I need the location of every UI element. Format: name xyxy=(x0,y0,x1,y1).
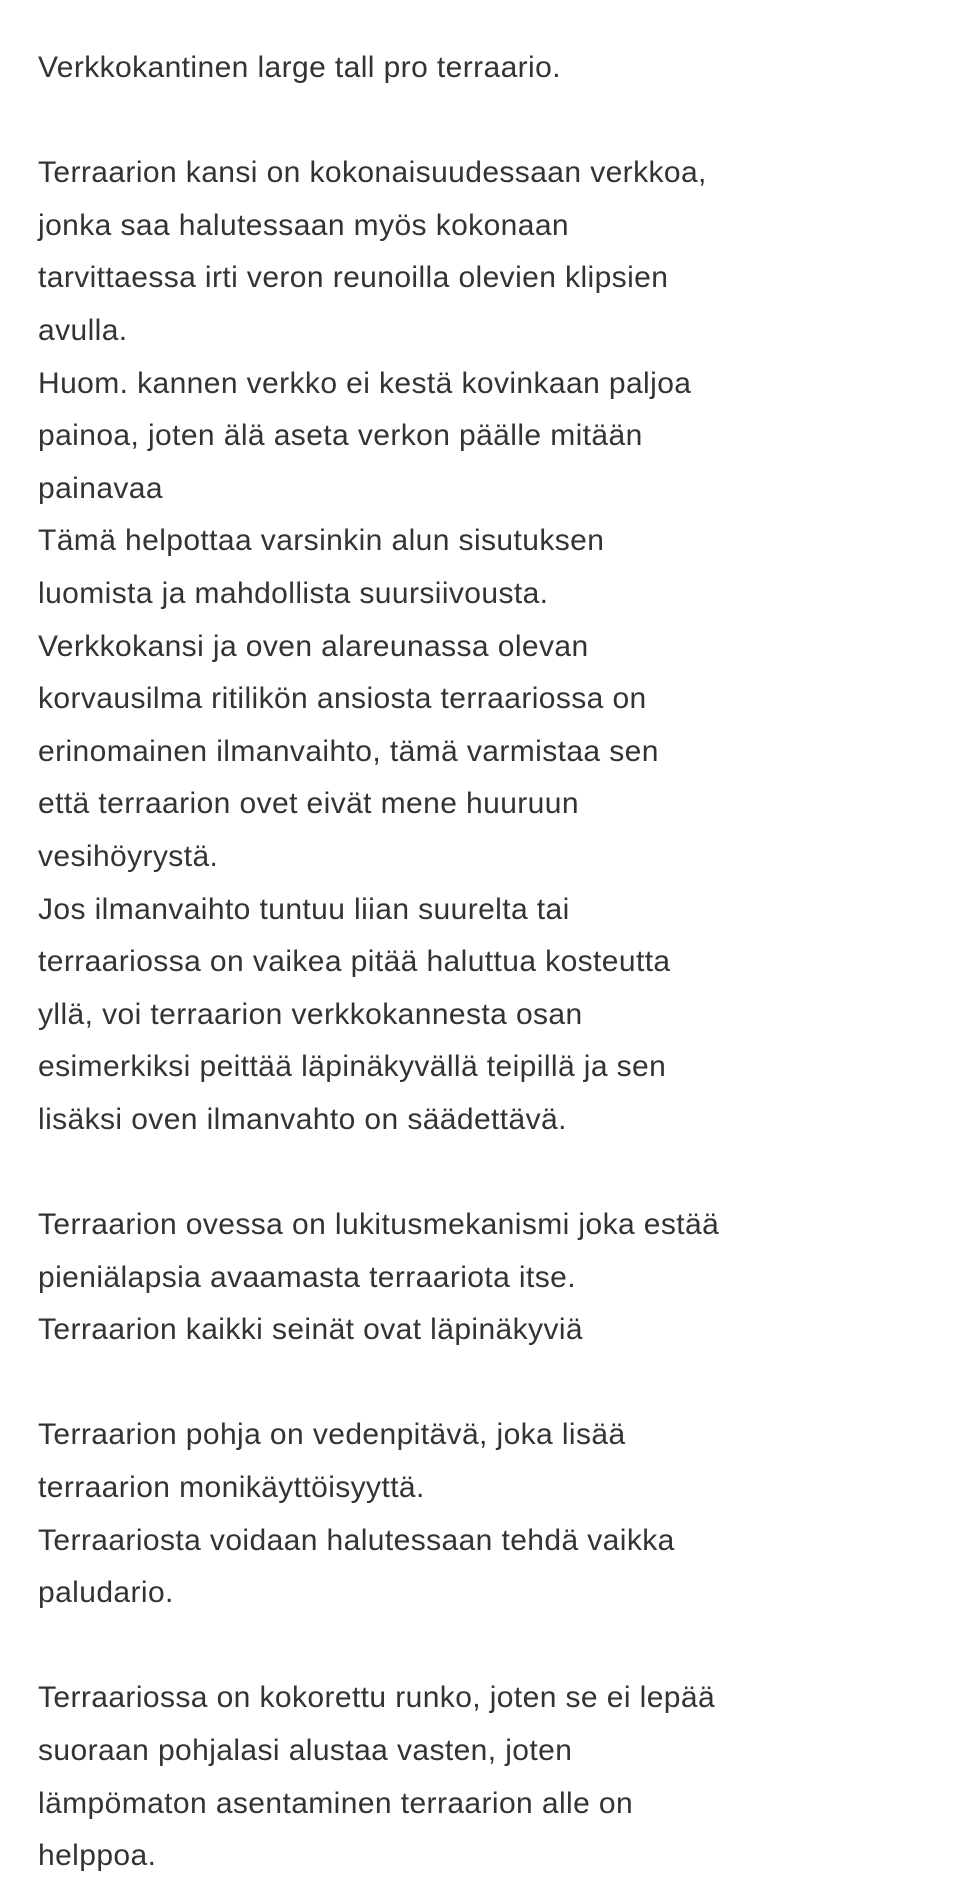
description-line: Terraarion kaikki seinät ovat läpinäkyviä xyxy=(38,1313,583,1347)
blank-line xyxy=(38,1620,940,1673)
description-line: lisäksi oven ilmanvahto on säädettävä. xyxy=(38,1102,567,1136)
description-line: Verkkokantinen large tall pro terraario. xyxy=(38,51,561,84)
description-line: Jos ilmanvaihto tuntuu liian suurelta tai xyxy=(38,892,570,926)
description-line: Tämä helpottaa varsinkin alun sisutuksen xyxy=(38,524,605,558)
description-line: terraariossa on vaikea pitää haluttua kosteutta xyxy=(38,945,671,979)
description-line: esimerkiksi peittää läpinäkyvällä teipillä ja sen xyxy=(38,1050,667,1084)
description-line: korvausilma ritilikön ansiosta terraariossa on xyxy=(38,682,647,716)
description-line: Verkkokansi ja oven alareunassa olevan xyxy=(38,629,589,663)
description-line: Terraarion ovessa on lukitusmekanismi joka estää xyxy=(38,1208,720,1242)
description-line: vesihöyrystä. xyxy=(38,839,219,873)
description-line: lämpömaton asentaminen terraarion alle on xyxy=(38,1786,634,1820)
description-line: suoraan pohjalasi alustaa vasten, joten xyxy=(38,1734,573,1767)
description-line: Terraariosta voidaan halutessaan tehdä vaikka xyxy=(38,1523,675,1557)
description-line: tarvittaessa irti veron reunoilla olevien klipsien xyxy=(38,261,669,295)
description-line: Terraariossa on kokorettu runko, joten se ei lepää xyxy=(38,1681,716,1715)
description-line: Huom. kannen verkko ei kestä kovinkaan paljoa xyxy=(38,366,692,400)
description-line: terraarion monikäyttöisyyttä. xyxy=(38,1471,425,1505)
product-description xyxy=(38,42,940,1883)
description-line: yllä, voi terraarion verkkokannesta osan xyxy=(38,997,583,1031)
description-line: pieniälapsia avaamasta terraariota itse. xyxy=(38,1260,576,1294)
blank-line xyxy=(38,1357,940,1410)
description-line: helppoa. xyxy=(38,1839,157,1873)
description-line: painoa, joten älä aseta verkon päälle mitään xyxy=(38,419,643,453)
description-line: erinomainen ilmanvaihto, tämä varmistaa sen xyxy=(38,734,659,768)
description-line: että terraarion ovet eivät mene huuruun xyxy=(38,787,579,821)
description-line: jonka saa halutessaan myös kokonaan xyxy=(38,208,570,242)
description-line: avulla. xyxy=(38,313,128,347)
description-line: luomista ja mahdollista suursiivousta. xyxy=(38,576,549,610)
description-line: paludario. xyxy=(38,1576,174,1610)
description-line: Terraarion pohja on vedenpitävä, joka lisää xyxy=(38,1418,626,1452)
blank-line xyxy=(38,1146,940,1199)
description-line: Terraarion kansi on kokonaisuudessaan verkkoa, xyxy=(38,156,707,190)
description-line: painavaa xyxy=(38,471,163,505)
blank-line xyxy=(38,95,940,148)
